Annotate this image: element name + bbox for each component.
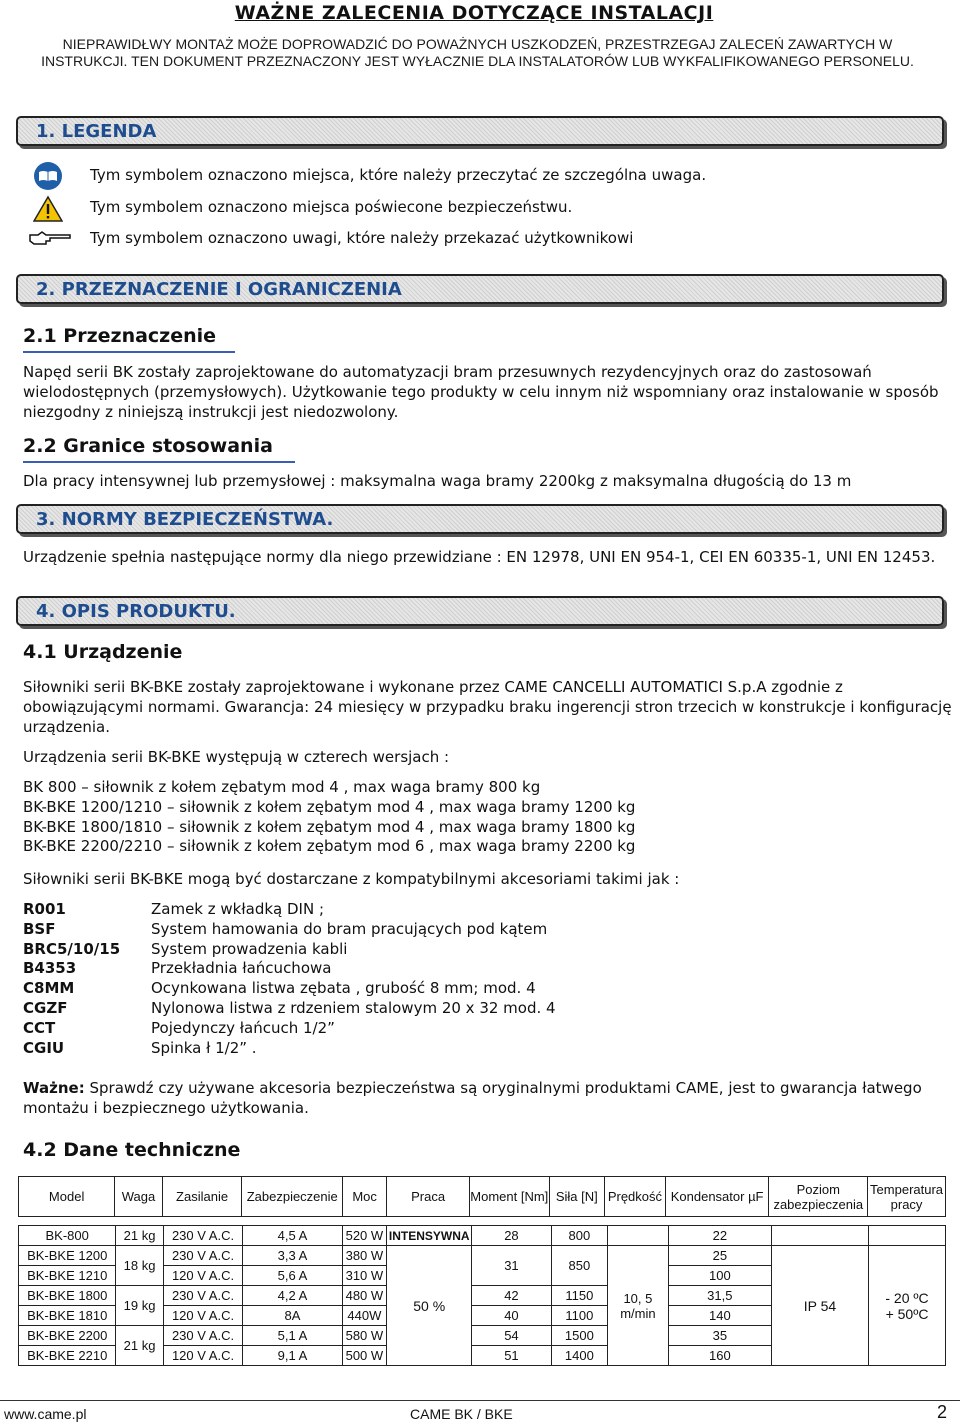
list-item bbox=[23, 999, 556, 1019]
accessory-desc: Nylonowa listwa z rdzeniem stalowym 20 x 32 mod. 4 bbox=[151, 998, 556, 1017]
subsection-heading-device: 4.1 Urządzenie bbox=[23, 641, 183, 663]
table-cell: 31 bbox=[472, 1246, 551, 1286]
table-cell: 8A bbox=[243, 1306, 342, 1326]
table-cell: 120 V A.C. bbox=[163, 1306, 243, 1326]
table-header-cell: Zasilanie bbox=[162, 1177, 242, 1217]
table-header-cell: Temperatura pracy bbox=[868, 1177, 946, 1217]
table-cell bbox=[771, 1226, 868, 1246]
table-cell: 51 bbox=[472, 1346, 551, 1366]
tech-table-header bbox=[18, 1176, 946, 1217]
section-bar-legend bbox=[16, 116, 944, 146]
accessory-desc: Zamek z wkładką DIN ; bbox=[151, 900, 324, 918]
section-title: 2. PRZEZNACZENIE I OGRANICZENIA bbox=[36, 279, 402, 300]
note-text: Sprawdź czy używane akcesoria bezpieczeństwa są oryginalnymi produktami CAME, jest to gwarancja łatwego montażu i bezpiecznego użytkowania. bbox=[23, 1079, 922, 1117]
footer-divider bbox=[0, 1400, 960, 1401]
accessory-desc: System hamowania do bram pracujących pod kątem bbox=[151, 919, 548, 938]
table-cell: 520 W bbox=[342, 1226, 387, 1246]
list-item bbox=[23, 1019, 556, 1039]
table-cell: 54 bbox=[472, 1326, 551, 1346]
subsection-heading-purpose: 2.1 Przeznaczenie bbox=[23, 325, 216, 347]
purpose-text: Napęd serii BK zostały zaprojektowane do automatyzacji bram przesuwnych rezydencyjnych oraz do zastosowań wielodostępnych (przemysłowych). Użytkowanie tego produkty w celu innym niż wspomniany oraz instalowanie w sposób niezgodny z niniejszą instrukcji jest niedozwolony. bbox=[23, 363, 939, 421]
accessory-code: CGZF bbox=[23, 998, 68, 1017]
table-cell: 10, 5 m/min bbox=[608, 1246, 669, 1366]
table-cell: 21 kg bbox=[116, 1226, 163, 1246]
table-cell: 1100 bbox=[551, 1306, 607, 1326]
list-item bbox=[23, 979, 556, 999]
table-cell: 120 V A.C. bbox=[163, 1346, 243, 1366]
accessory-desc: Przekładnia łańcuchowa bbox=[151, 959, 332, 978]
table-cell: 28 bbox=[472, 1226, 551, 1246]
table-cell: 230 V A.C. bbox=[163, 1246, 243, 1266]
note-label: Ważne: bbox=[23, 1079, 85, 1097]
table-cell: 3,3 A bbox=[243, 1246, 342, 1266]
list-item bbox=[23, 920, 556, 940]
accessory-code: B4353 bbox=[23, 959, 77, 978]
table-row bbox=[19, 1246, 946, 1266]
table-cell: 850 bbox=[551, 1246, 607, 1286]
table-cell: 4,2 A bbox=[243, 1286, 342, 1306]
versions-intro: Urządzenia serii BK-BKE występują w czterech wersjach : bbox=[23, 748, 450, 766]
table-cell: 120 V A.C. bbox=[163, 1266, 243, 1286]
section-bar-purpose bbox=[16, 274, 944, 304]
pointing-hand-icon bbox=[28, 230, 72, 246]
footer-website[interactable]: www.came.pl bbox=[4, 1406, 87, 1422]
table-header-cell: Poziom zabezpieczenia bbox=[769, 1177, 868, 1217]
table-cell: 160 bbox=[668, 1346, 771, 1366]
table-cell: 9,1 A bbox=[243, 1346, 342, 1366]
table-cell: 230 V A.C. bbox=[163, 1326, 243, 1346]
table-cell: 800 bbox=[551, 1226, 607, 1246]
tech-table-body bbox=[18, 1225, 946, 1366]
table-cell: 1150 bbox=[551, 1286, 607, 1306]
table-cell: BK-BKE 1810 bbox=[19, 1306, 116, 1326]
table-cell: 580 W bbox=[342, 1326, 387, 1346]
table-cell: 35 bbox=[668, 1326, 771, 1346]
table-header-cell: Prędkość bbox=[605, 1177, 666, 1217]
list-item: BK-BKE 1200/1210 – siłownik z kołem zębatym mod 4 , max waga bramy 1200 kg bbox=[23, 797, 636, 816]
table-cell: 230 V A.C. bbox=[163, 1286, 243, 1306]
legend-read-carefully: Tym symbolem oznaczono miejsca, które należy przeczytać ze szczególna uwaga. bbox=[90, 166, 707, 184]
list-item: BK-BKE 1800/1810 – siłownik z kołem zębatym mod 4 , max waga bramy 1800 kg bbox=[23, 817, 636, 836]
installation-warning: NIEPRAWIDŁWY MONTAŻ MOŻE DOPROWADZIĆ DO POWAŻNYCH USZKODZEŃ, PRZESTRZEGAJ ZALECEŃ ZAWARTYCH W INSTRUKCJI. TEN DOKUMENT PRZEZNACZONY JEST WYŁACZNIE DLA INSTALATORÓW LUB WYKFALIFIKOWANEGO PERSONELU. bbox=[41, 36, 914, 69]
table-cell: - 20 ºC + 50ºC bbox=[869, 1246, 946, 1366]
table-cell: 440W bbox=[342, 1306, 387, 1326]
accessory-code: CCT bbox=[23, 1018, 56, 1037]
table-header-cell: Praca bbox=[387, 1177, 470, 1217]
versions-list bbox=[23, 778, 635, 857]
table-cell: 1400 bbox=[551, 1346, 607, 1366]
accessory-code: R001 bbox=[23, 900, 66, 918]
page-title: WAŻNE ZALECENIA DOTYCZĄCE INSTALACJI bbox=[234, 2, 714, 24]
table-cell: 50 % bbox=[387, 1246, 472, 1366]
table-cell: 18 kg bbox=[116, 1246, 163, 1286]
table-cell: INTENSYWNA bbox=[387, 1226, 472, 1246]
accessory-code: BSF bbox=[23, 919, 56, 938]
legend-safety: Tym symbolem oznaczono miejsca poświecone bezpieczeństwu. bbox=[90, 198, 573, 216]
table-cell: IP 54 bbox=[771, 1246, 868, 1366]
list-item bbox=[23, 940, 556, 960]
warning-triangle-icon bbox=[33, 195, 63, 223]
limits-text: Dla pracy intensywnej lub przemysłowej : maksymalna waga bramy 2200kg z maksymalna długością do 13 m bbox=[23, 472, 852, 490]
table-cell: 310 W bbox=[342, 1266, 387, 1286]
section-bar-product bbox=[16, 596, 944, 626]
table-cell: BK-BKE 2210 bbox=[19, 1346, 116, 1366]
table-cell: 500 W bbox=[342, 1346, 387, 1366]
table-header-cell: Moment [Nm] bbox=[470, 1177, 550, 1217]
table-header-cell: Waga bbox=[115, 1177, 162, 1217]
accessory-desc: Pojedynczy łańcuch 1/2” bbox=[151, 1018, 335, 1037]
table-cell: 5,6 A bbox=[243, 1266, 342, 1286]
list-item bbox=[23, 1039, 556, 1059]
table-row bbox=[19, 1226, 946, 1246]
device-intro: Siłowniki serii BK-BKE zostały zaprojektowane i wykonane przez CAME CANCELLI AUTOMATICI S.p.A zgodnie z obowiązującymi normami. Gwarancja: 24 miesięcy w przypadku braku ingerencji stron trzecich w konstrukcje i konfigurację urządzenia. bbox=[23, 678, 952, 736]
list-item: BK 800 – siłownik z kołem zębatym mod 4 , max waga bramy 800 kg bbox=[23, 778, 541, 796]
book-icon bbox=[33, 161, 63, 191]
table-cell bbox=[608, 1226, 669, 1246]
table-cell: BK-BKE 1200 bbox=[19, 1246, 116, 1266]
table-cell: 5,1 A bbox=[243, 1326, 342, 1346]
table-cell: 100 bbox=[668, 1266, 771, 1286]
table-cell: 21 kg bbox=[116, 1326, 163, 1366]
table-cell: 140 bbox=[668, 1306, 771, 1326]
section-bar-standards bbox=[16, 504, 944, 534]
table-header-cell: Model bbox=[19, 1177, 115, 1217]
table-cell: 480 W bbox=[342, 1286, 387, 1306]
subsection-heading-limits: 2.2 Granice stosowania bbox=[23, 435, 273, 457]
table-cell: 42 bbox=[472, 1286, 551, 1306]
subsection-heading-tech-data: 4.2 Dane techniczne bbox=[23, 1139, 241, 1161]
table-cell: BK-BKE 1800 bbox=[19, 1286, 116, 1306]
table-header-cell: Moc bbox=[343, 1177, 387, 1217]
table-cell: 40 bbox=[472, 1306, 551, 1326]
legend-user-notes: Tym symbolem oznaczono uwagi, które należy przekazać użytkownikowi bbox=[90, 229, 634, 247]
table-cell: BK-BKE 2200 bbox=[19, 1326, 116, 1346]
table-header-cell: Zabezpieczenie bbox=[242, 1177, 343, 1217]
footer-product: CAME BK / BKE bbox=[410, 1406, 513, 1422]
table-cell: 25 bbox=[668, 1246, 771, 1266]
table-cell: BK-800 bbox=[19, 1226, 116, 1246]
standards-text: Urządzenie spełnia następujące normy dla niego przewidziane : EN 12978, UNI EN 954-1, CEI EN 60335-1, UNI EN 12453. bbox=[23, 548, 936, 566]
accessories-intro: Siłowniki serii BK-BKE mogą być dostarczane z kompatybilnymi akcesoriami takimi jak : bbox=[23, 870, 680, 888]
accessory-code: C8MM bbox=[23, 979, 75, 998]
accessory-desc: Spinka ł 1/2” . bbox=[151, 1038, 257, 1057]
accessory-code: BRC5/10/15 bbox=[23, 939, 121, 958]
table-header-cell: Kondensator µF bbox=[665, 1177, 769, 1217]
page-number: 2 bbox=[937, 1402, 948, 1422]
table-cell bbox=[869, 1226, 946, 1246]
table-cell: BK-BKE 1210 bbox=[19, 1266, 116, 1286]
list-item: BK-BKE 2200/2210 – siłownik z kołem zębatym mod 6 , max waga bramy 2200 kg bbox=[23, 837, 636, 856]
table-cell: 22 bbox=[668, 1226, 771, 1246]
list-item bbox=[23, 959, 556, 979]
section-title: 3. NORMY BEZPIECZEŃSTWA. bbox=[36, 509, 334, 530]
section-title: 4. OPIS PRODUKTU. bbox=[36, 601, 236, 622]
accessory-desc: System prowadzenia kabli bbox=[151, 939, 348, 958]
important-note bbox=[23, 1078, 953, 1118]
table-cell: 31,5 bbox=[668, 1286, 771, 1306]
list-item bbox=[23, 900, 556, 920]
table-cell: 1500 bbox=[551, 1326, 607, 1346]
section-title: 1. LEGENDA bbox=[36, 121, 157, 142]
accessories-list bbox=[23, 900, 556, 1058]
accessory-desc: Ocynkowana listwa zębata , grubość 8 mm; mod. 4 bbox=[151, 979, 536, 998]
table-cell: 4,5 A bbox=[243, 1226, 342, 1246]
table-cell: 19 kg bbox=[116, 1286, 163, 1326]
table-header-cell: Siła [N] bbox=[549, 1177, 605, 1217]
accessory-code: CGIU bbox=[23, 1038, 65, 1057]
table-cell: 380 W bbox=[342, 1246, 387, 1266]
table-cell: 230 V A.C. bbox=[163, 1226, 243, 1246]
